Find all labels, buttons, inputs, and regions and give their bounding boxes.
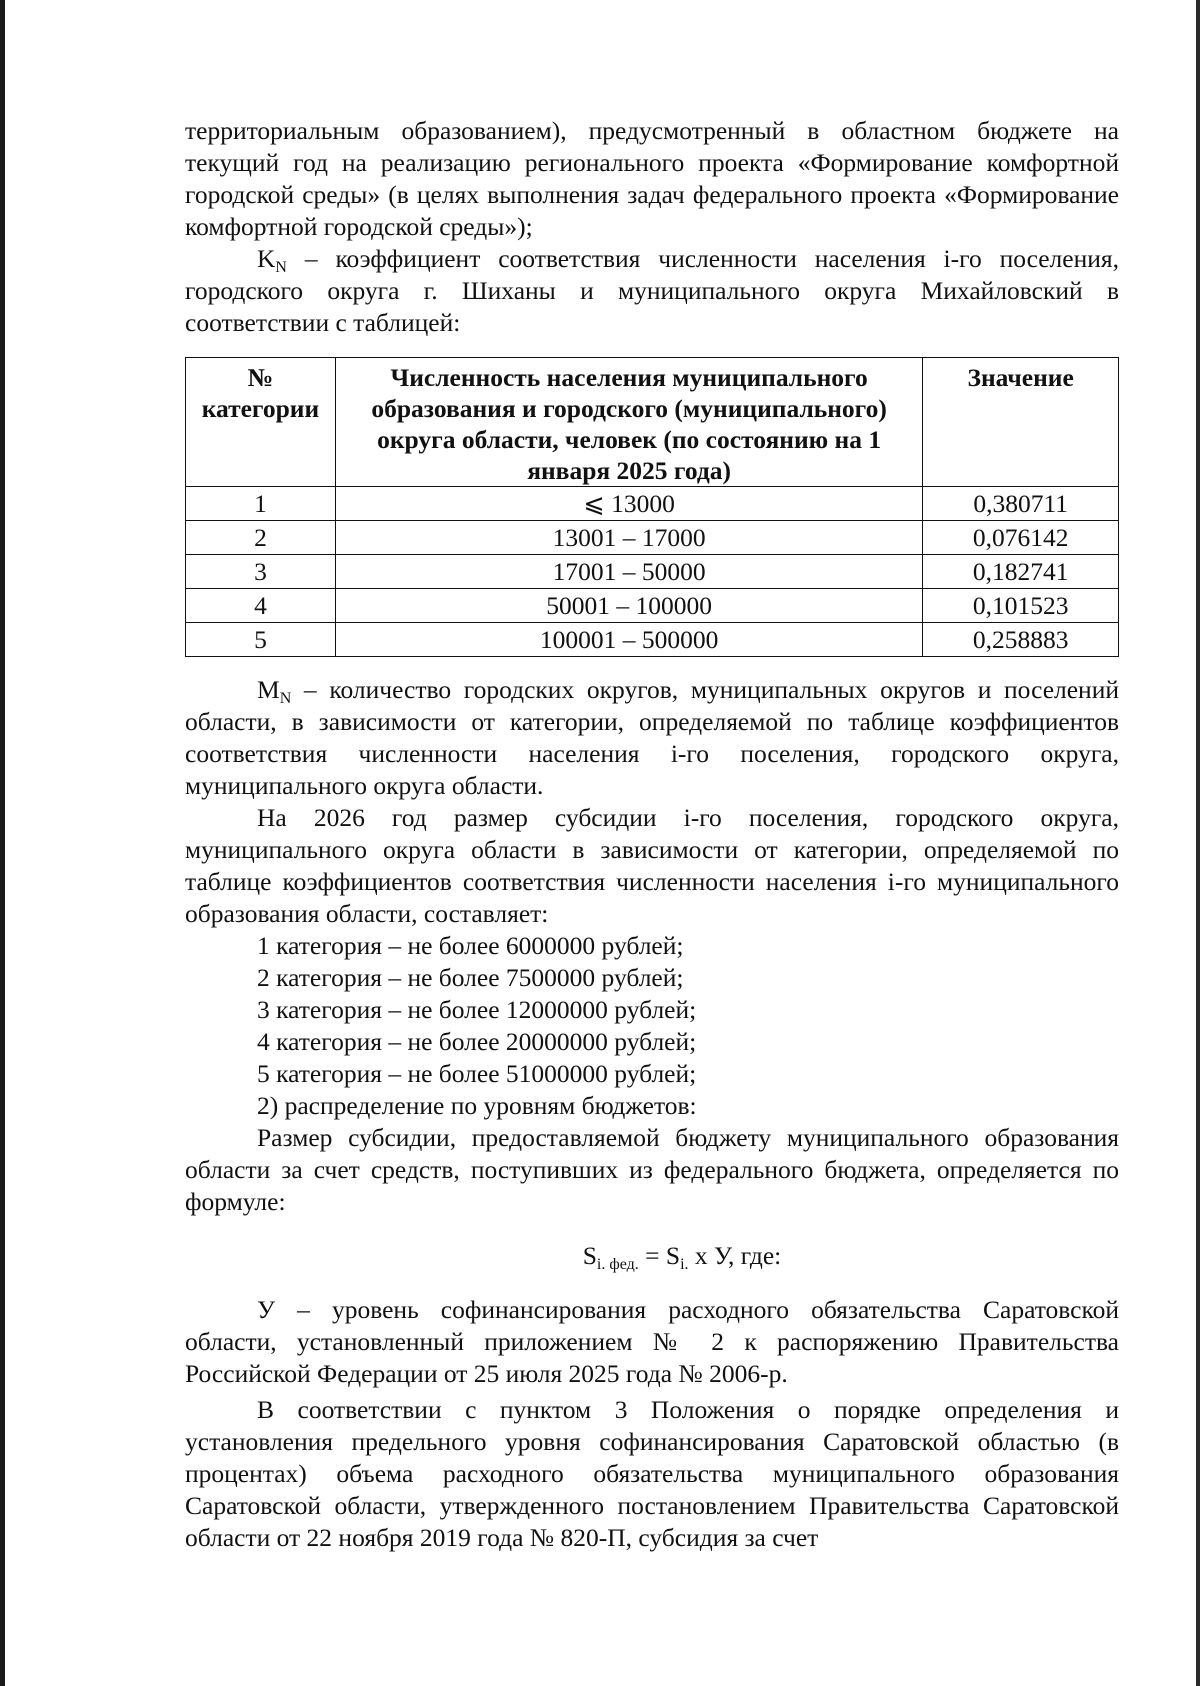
cell-coefficient-value: 0,380711: [923, 487, 1119, 521]
formula-equals: =: [638, 1241, 666, 1270]
formula-rest: x У, где:: [688, 1241, 782, 1270]
header-population: Численность населения муниципального образования и городского (муниципального) округа области, человек (по состоянию на 1 января 2025 года): [335, 358, 922, 487]
document-body: [185, 115, 1119, 1554]
header-category-number: № категории: [186, 358, 336, 487]
mn-text: – количество городских округов, муниципальных округов и поселений области, в зависимости от категории, определяемой по таблице коэффициентов соответствия численности населения i-го поселения, городского округа, муниципального округа области.: [185, 675, 1119, 800]
distribution-item: 2) распределение по уровням бюджетов:: [257, 1091, 697, 1120]
table-row: [186, 521, 1119, 555]
kn-symbol: K: [257, 244, 276, 273]
category-limit-item: 5 категория – не более 51000000 рублей;: [257, 1059, 697, 1088]
category-limit-item: 2 категория – не более 7500000 рублей;: [257, 963, 684, 992]
category-limit-item: 3 категория – не более 12000000 рублей;: [257, 995, 697, 1024]
category-limit-item: 1 категория – не более 6000000 рублей;: [257, 931, 684, 960]
paragraph-mn-definition: [185, 674, 1119, 802]
formula-sub-fed: i. фед.: [596, 1256, 639, 1273]
formula-s: S: [582, 1241, 597, 1270]
cell-coefficient-value: 0,076142: [923, 521, 1119, 555]
category-limit-item: 4 категория – не более 20000000 рублей;: [257, 1027, 697, 1056]
paragraph-2026-subsidy: На 2026 год размер субсидии i-го поселения, городского округа, муниципального округа области в зависимости от категории, определяемой по таблице коэффициентов соответствия численности населения i-го муниципального образования области, составляет:: [185, 803, 1119, 928]
paragraph-regulation: В соответствии с пунктом 3 Положения о порядке определения и установления предельного уровня софинансирования Саратовской областью (в процентах) объема расходного обязательства муниципального образования Саратовской области, утвержденного постановлением Правительства Саратовской области от 22 ноября 2019 года № 820-П, субсидия за счет: [185, 1395, 1119, 1552]
paragraph-u-definition: У – уровень софинансирования расходного обязательства Саратовской области, установленный приложением № 2 к распоряжению Правительства Российской Федерации от 25 июля 2025 года № 2006-р.: [185, 1295, 1119, 1388]
mn-subscript: N: [279, 690, 292, 707]
table-header-row: [186, 358, 1119, 487]
kn-text: – коэффициент соответствия численности населения i-го поселения, городского округа г. Шиханы и муниципального округа Михайловский в соответствии с таблицей:: [185, 244, 1119, 337]
cell-category-number: 4: [186, 589, 336, 623]
paragraph-subsidy-size: Размер субсидии, предоставляемой бюджету муниципального образования области за счет средств, поступивших из федерального бюджета, определяется по формуле:: [185, 1123, 1119, 1216]
cell-population-range: 50001 – 100000: [335, 589, 922, 623]
cell-population-range: 13001 – 17000: [335, 521, 922, 555]
cell-category-number: 2: [186, 521, 336, 555]
cell-population-range: 17001 – 50000: [335, 555, 922, 589]
cell-category-number: 1: [186, 487, 336, 521]
table-row: [186, 487, 1119, 521]
cell-category-number: 3: [186, 555, 336, 589]
cell-coefficient-value: 0,182741: [923, 555, 1119, 589]
formula-sub-i: i.: [680, 1256, 689, 1273]
population-coefficient-table: [185, 357, 1119, 657]
paragraph-kn-definition: [185, 243, 1119, 339]
cell-category-number: 5: [186, 623, 336, 657]
table-row: [186, 555, 1119, 589]
table-row: [186, 623, 1119, 657]
table-row: [186, 589, 1119, 623]
cell-population-range: 100001 – 500000: [335, 623, 922, 657]
paragraph-intro: территориальным образованием), предусмотренный в областном бюджете на текущий год на реализацию регионального проекта «Формирование комфортной городской среды» (в целях выполнения задач федерального проекта «Формирование комфортной городской среды»);: [185, 116, 1119, 241]
mn-symbol: M: [257, 675, 280, 704]
header-value: Значение: [923, 358, 1119, 487]
cell-coefficient-value: 0,101523: [923, 589, 1119, 623]
cell-coefficient-value: 0,258883: [923, 623, 1119, 657]
formula: [245, 1240, 1119, 1272]
cell-population-range: ⩽ 13000: [335, 487, 922, 521]
kn-subscript: N: [275, 259, 287, 276]
formula-s-i: S: [665, 1241, 681, 1270]
